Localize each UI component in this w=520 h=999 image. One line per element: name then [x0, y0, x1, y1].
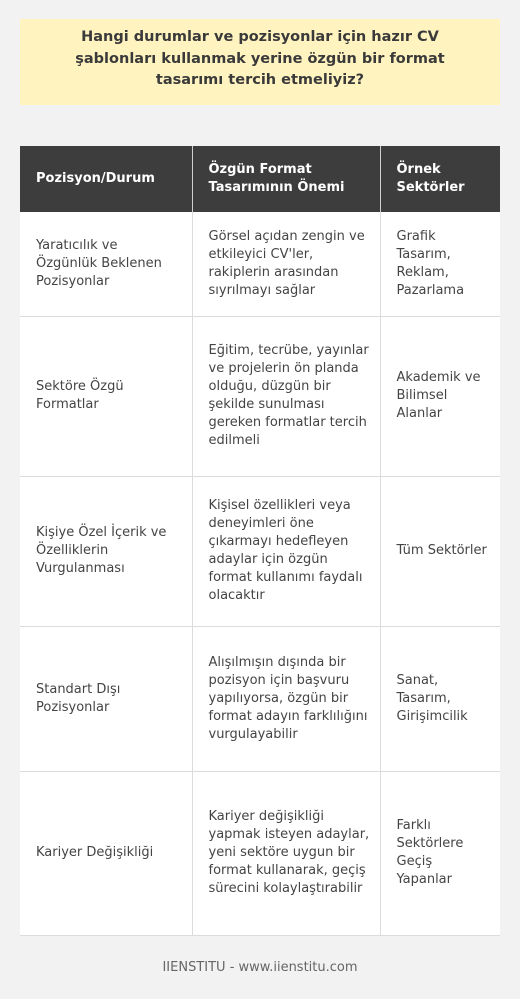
cell-sectors: Tüm Sektörler	[380, 476, 500, 626]
cell-sectors: Farklı Sektörlere Geçiş Yapanlar	[380, 771, 500, 935]
cell-importance: Alışılmışın dışında bir pozisyon için başvuru yapılıyorsa, özgün bir format adayın farklılığını vurgulayabilir	[192, 626, 380, 771]
cell-position: Sektöre Özgü Formatlar	[20, 316, 192, 476]
header-position: Pozisyon/Durum	[20, 146, 192, 212]
table-row	[20, 476, 500, 626]
cell-position: Standart Dışı Pozisyonlar	[20, 626, 192, 771]
table-row	[20, 771, 500, 935]
header-importance: Özgün Format Tasarımının Önemi	[192, 146, 380, 212]
footer-credit: IIENSTITU - www.iienstitu.com	[162, 960, 358, 975]
comparison-table	[20, 146, 500, 936]
question-text: Hangi durumlar ve pozisyonlar için hazır CV şablonları kullanmak yerine özgün bir format tasarımı tercih etmeliyiz?	[75, 29, 445, 88]
cell-importance: Eğitim, tecrübe, yayınlar ve projelerin ön planda olduğu, düzgün bir şekilde sunulması gereken formatlar tercih edilmeli	[192, 316, 380, 476]
table-row	[20, 212, 500, 316]
question-box	[20, 19, 500, 105]
cell-importance: Kariyer değişikliği yapmak isteyen adaylar, yeni sektöre uygun bir format kullanarak, geçiş sürecini kolaylaştırabilir	[192, 771, 380, 935]
cell-position: Kariyer Değişikliği	[20, 771, 192, 935]
table-row	[20, 316, 500, 476]
cell-importance: Görsel açıdan zengin ve etkileyici CV'ler, rakiplerin arasından sıyrılmayı sağlar	[192, 212, 380, 316]
cell-sectors: Grafik Tasarım, Reklam, Pazarlama	[380, 212, 500, 316]
cell-position: Kişiye Özel İçerik ve Özelliklerin Vurgulanması	[20, 476, 192, 626]
header-sectors: Örnek Sektörler	[380, 146, 500, 212]
cell-sectors: Sanat, Tasarım, Girişimcilik	[380, 626, 500, 771]
cell-sectors: Akademik ve Bilimsel Alanlar	[380, 316, 500, 476]
table-row	[20, 626, 500, 771]
cell-position: Yaratıcılık ve Özgünlük Beklenen Pozisyonlar	[20, 212, 192, 316]
cell-importance: Kişisel özellikleri veya deneyimleri öne çıkarmayı hedefleyen adaylar için özgün format kullanımı faydalı olacaktır	[192, 476, 380, 626]
table-header-row	[20, 146, 500, 212]
